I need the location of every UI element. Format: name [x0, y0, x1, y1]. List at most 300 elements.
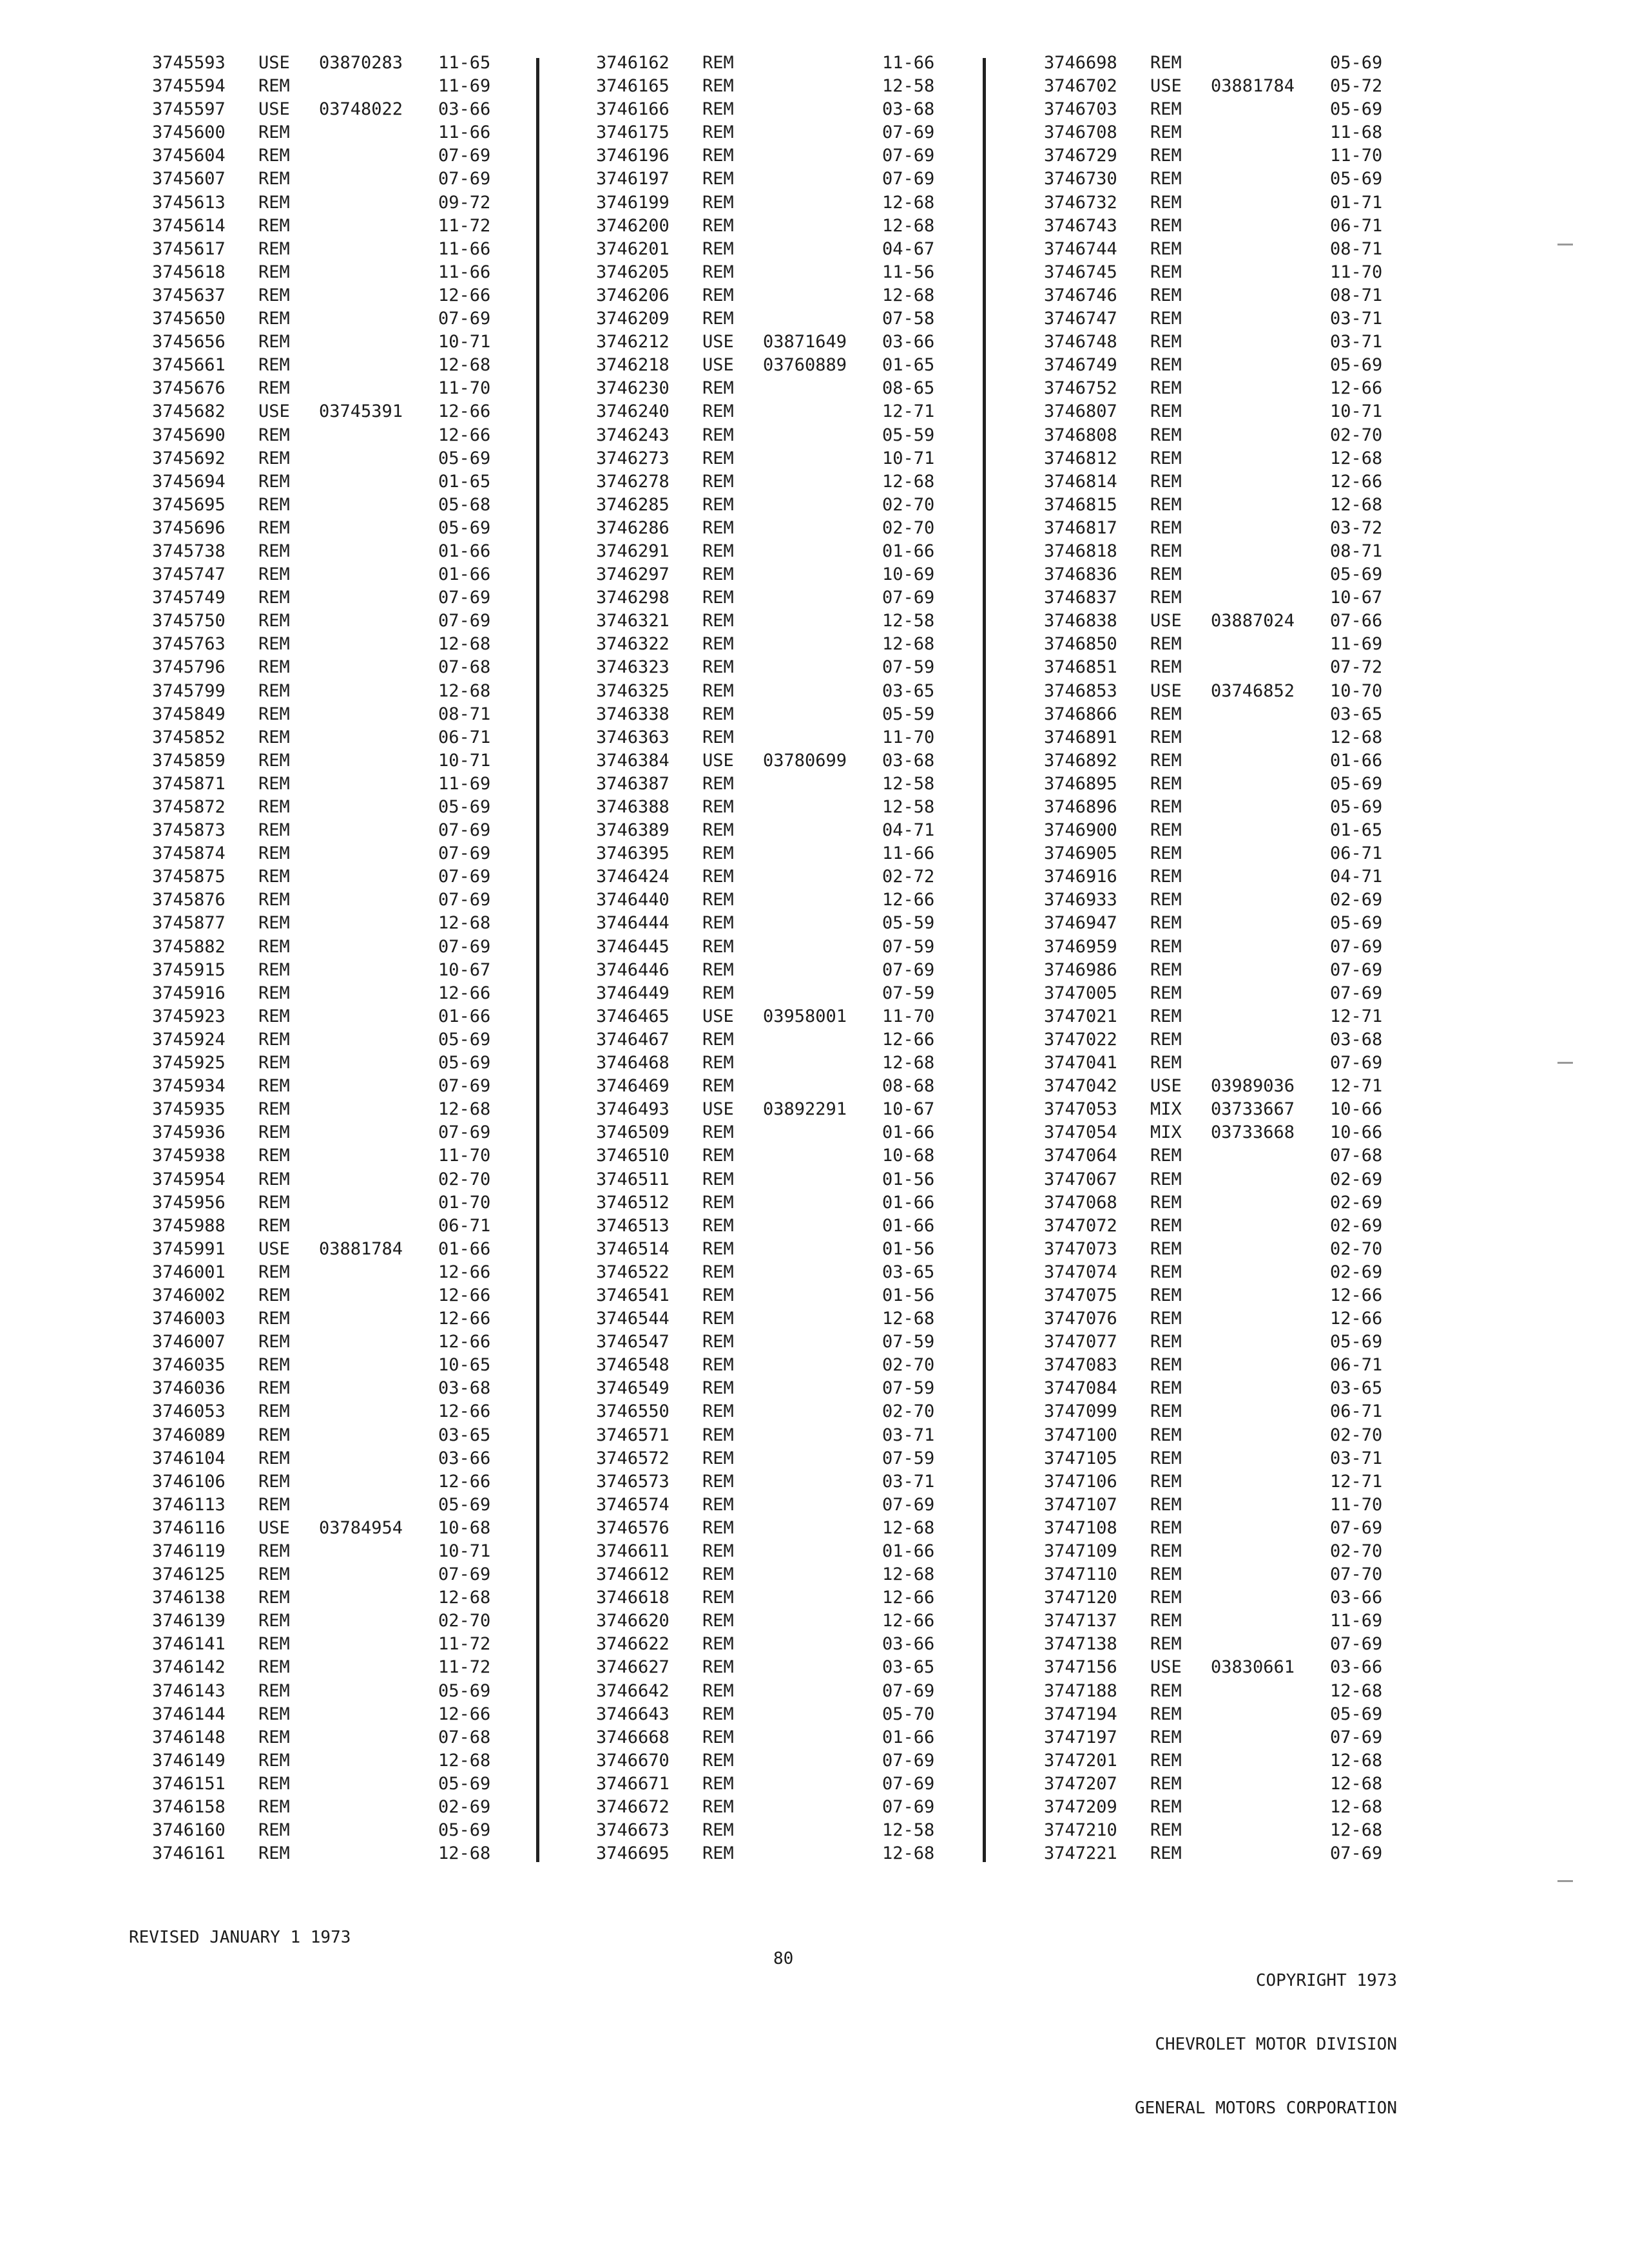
replacement-part: 03784954: [319, 1517, 403, 1538]
action-code: REM: [1150, 1588, 1182, 1608]
action-code: REM: [702, 680, 734, 701]
part-number: 3747209: [1044, 1797, 1117, 1818]
part-number: 3746627: [596, 1657, 670, 1678]
part-number: 3746322: [596, 634, 670, 655]
part-number: 3745650: [152, 309, 226, 329]
part-number: 3746611: [596, 1541, 670, 1561]
effective-date: 07-69: [438, 936, 491, 957]
part-number: 3746548: [596, 1355, 670, 1376]
action-code: REM: [702, 1378, 734, 1399]
effective-date: 11-70: [1330, 146, 1383, 166]
effective-date: 05-69: [438, 1820, 491, 1841]
action-code: REM: [702, 983, 734, 1003]
part-number: 3746986: [1044, 959, 1117, 980]
action-code: REM: [702, 867, 734, 887]
action-code: REM: [702, 1541, 734, 1561]
effective-date: 12-68: [438, 1588, 491, 1608]
action-code: REM: [258, 285, 290, 305]
part-number: 3746161: [152, 1843, 226, 1864]
action-code: REM: [702, 1238, 734, 1259]
part-number: 3746165: [596, 76, 670, 97]
action-code: REM: [1150, 285, 1182, 305]
part-number: 3746467: [596, 1029, 670, 1050]
effective-date: 12-66: [882, 1588, 935, 1608]
effective-date: 08-71: [1330, 541, 1383, 561]
action-code: REM: [1150, 843, 1182, 864]
action-code: REM: [702, 1401, 734, 1422]
action-code: REM: [258, 1634, 290, 1655]
action-code: USE: [1150, 76, 1182, 97]
part-number: 3746113: [152, 1494, 226, 1515]
action-code: REM: [702, 262, 734, 282]
action-code: REM: [1150, 867, 1182, 887]
effective-date: 12-68: [882, 1843, 935, 1864]
effective-date: 11-70: [438, 1146, 491, 1166]
action-code: REM: [1150, 192, 1182, 213]
part-number: 3746744: [1044, 238, 1117, 259]
action-code: REM: [1150, 704, 1182, 724]
action-code: REM: [258, 215, 290, 236]
effective-date: 03-65: [882, 680, 935, 701]
part-number: 3746745: [1044, 262, 1117, 282]
effective-date: 11-72: [438, 215, 491, 236]
effective-date: 01-66: [882, 1122, 935, 1143]
action-code: REM: [702, 1262, 734, 1282]
action-code: USE: [702, 1006, 734, 1026]
effective-date: 02-70: [438, 1169, 491, 1189]
action-code: REM: [258, 1750, 290, 1771]
action-code: REM: [258, 448, 290, 468]
action-code: REM: [1150, 1797, 1182, 1818]
effective-date: 01-66: [438, 564, 491, 585]
effective-date: 07-69: [1330, 936, 1383, 957]
action-code: REM: [258, 867, 290, 887]
part-number: 3747137: [1044, 1611, 1117, 1631]
effective-date: 12-66: [1330, 1285, 1383, 1305]
action-code: REM: [1150, 1820, 1182, 1841]
effective-date: 05-69: [1330, 1704, 1383, 1724]
action-code: USE: [702, 1099, 734, 1120]
copyright-line: GENERAL MOTORS CORPORATION: [1135, 2099, 1397, 2118]
effective-date: 12-68: [438, 913, 491, 934]
part-number: 3746175: [596, 122, 670, 143]
effective-date: 07-59: [882, 983, 935, 1003]
effective-date: 05-69: [438, 448, 491, 468]
edge-mark: [1557, 1880, 1573, 1882]
part-number: 3746905: [1044, 843, 1117, 864]
part-number: 3746850: [1044, 634, 1117, 655]
action-code: REM: [1150, 1494, 1182, 1515]
action-code: REM: [702, 704, 734, 724]
effective-date: 12-68: [882, 1309, 935, 1329]
effective-date: 12-66: [438, 1704, 491, 1724]
effective-date: 03-71: [1330, 332, 1383, 352]
part-number: 3746743: [1044, 215, 1117, 236]
action-code: USE: [1150, 680, 1182, 701]
part-number: 3746748: [1044, 332, 1117, 352]
effective-date: 01-70: [438, 1192, 491, 1213]
replacement-part: 03746852: [1211, 680, 1295, 701]
effective-date: 10-67: [882, 1099, 935, 1120]
part-number: 3746729: [1044, 146, 1117, 166]
part-number: 3746286: [596, 517, 670, 538]
part-number: 3746576: [596, 1517, 670, 1538]
action-code: REM: [1150, 983, 1182, 1003]
effective-date: 01-65: [438, 471, 491, 492]
effective-date: 03-68: [882, 99, 935, 120]
effective-date: 07-69: [438, 146, 491, 166]
part-number: 3747073: [1044, 1238, 1117, 1259]
action-code: REM: [1150, 1517, 1182, 1538]
action-code: REM: [258, 1192, 290, 1213]
effective-date: 03-71: [882, 1471, 935, 1492]
action-code: REM: [258, 192, 290, 213]
effective-date: 07-69: [882, 959, 935, 980]
action-code: REM: [1150, 1704, 1182, 1724]
part-number: 3746469: [596, 1076, 670, 1097]
action-code: REM: [258, 309, 290, 329]
action-code: REM: [258, 1332, 290, 1352]
part-number: 3746671: [596, 1773, 670, 1794]
part-number: 3746509: [596, 1122, 670, 1143]
part-number: 3746544: [596, 1309, 670, 1329]
replacement-part: 03958001: [763, 1006, 847, 1026]
action-code: REM: [258, 146, 290, 166]
effective-date: 03-65: [438, 1425, 491, 1445]
effective-date: 03-65: [1330, 704, 1383, 724]
effective-date: 07-59: [882, 1448, 935, 1468]
action-code: REM: [258, 564, 290, 585]
action-code: REM: [258, 727, 290, 747]
action-code: MIX: [1150, 1122, 1182, 1143]
action-code: REM: [702, 797, 734, 817]
effective-date: 05-69: [1330, 169, 1383, 189]
part-number: 3746465: [596, 1006, 670, 1026]
action-code: REM: [258, 704, 290, 724]
part-number: 3746851: [1044, 657, 1117, 678]
effective-date: 07-69: [438, 611, 491, 631]
part-number: 3747074: [1044, 1262, 1117, 1282]
effective-date: 11-66: [882, 843, 935, 864]
action-code: REM: [702, 564, 734, 585]
action-code: REM: [258, 1541, 290, 1561]
effective-date: 07-59: [882, 657, 935, 678]
effective-date: 10-71: [882, 448, 935, 468]
effective-date: 03-68: [1330, 1029, 1383, 1050]
effective-date: 10-71: [438, 750, 491, 771]
action-code: REM: [258, 1680, 290, 1701]
action-code: REM: [1150, 262, 1182, 282]
part-number: 3745936: [152, 1122, 226, 1143]
effective-date: 07-69: [882, 122, 935, 143]
replacement-part: 03733668: [1211, 1122, 1295, 1143]
effective-date: 05-69: [438, 1029, 491, 1050]
effective-date: 12-66: [1330, 471, 1383, 492]
part-number: 3746158: [152, 1797, 226, 1818]
part-number: 3745871: [152, 773, 226, 794]
effective-date: 05-69: [438, 1494, 491, 1515]
action-code: REM: [258, 1076, 290, 1097]
action-code: REM: [702, 517, 734, 538]
action-code: REM: [1150, 215, 1182, 236]
action-code: REM: [1150, 1773, 1182, 1794]
action-code: REM: [1150, 1309, 1182, 1329]
effective-date: 11-70: [882, 727, 935, 747]
effective-date: 01-65: [882, 355, 935, 376]
part-number: 3745682: [152, 401, 226, 422]
part-number: 3747197: [1044, 1727, 1117, 1747]
effective-date: 04-67: [882, 238, 935, 259]
action-code: REM: [258, 1029, 290, 1050]
action-code: REM: [702, 76, 734, 97]
action-code: REM: [258, 983, 290, 1003]
part-number: 3745988: [152, 1215, 226, 1236]
effective-date: 12-66: [438, 401, 491, 422]
edge-mark: [1557, 244, 1573, 245]
action-code: REM: [1150, 936, 1182, 957]
part-number: 3747099: [1044, 1401, 1117, 1422]
action-code: USE: [258, 1238, 290, 1259]
part-number: 3747138: [1044, 1634, 1117, 1655]
part-number: 3746197: [596, 169, 670, 189]
part-number: 3747083: [1044, 1355, 1117, 1376]
effective-date: 07-69: [882, 1797, 935, 1818]
part-number: 3746338: [596, 704, 670, 724]
action-code: REM: [258, 1425, 290, 1445]
part-number: 3746205: [596, 262, 670, 282]
effective-date: 07-69: [438, 588, 491, 608]
part-number: 3746139: [152, 1611, 226, 1631]
part-number: 3746947: [1044, 913, 1117, 934]
part-number: 3746387: [596, 773, 670, 794]
effective-date: 05-69: [1330, 564, 1383, 585]
effective-date: 05-72: [1330, 76, 1383, 97]
effective-date: 02-70: [882, 1355, 935, 1376]
effective-date: 07-69: [438, 1564, 491, 1585]
part-number: 3746708: [1044, 122, 1117, 143]
replacement-part: 03780699: [763, 750, 847, 771]
part-number: 3746200: [596, 215, 670, 236]
effective-date: 11-66: [882, 53, 935, 73]
effective-date: 12-68: [1330, 727, 1383, 747]
part-number: 3746571: [596, 1425, 670, 1445]
part-number: 3746817: [1044, 517, 1117, 538]
effective-date: 02-69: [1330, 1169, 1383, 1189]
effective-date: 11-70: [882, 1006, 935, 1026]
action-code: REM: [1150, 1634, 1182, 1655]
effective-date: 07-69: [1330, 983, 1383, 1003]
action-code: USE: [1150, 1076, 1182, 1097]
effective-date: 12-68: [882, 1053, 935, 1073]
effective-date: 06-71: [1330, 1401, 1383, 1422]
action-code: REM: [258, 1401, 290, 1422]
effective-date: 05-59: [882, 425, 935, 445]
effective-date: 07-69: [438, 169, 491, 189]
action-code: REM: [1150, 1750, 1182, 1771]
action-code: REM: [702, 1843, 734, 1864]
action-code: REM: [258, 588, 290, 608]
action-code: REM: [258, 541, 290, 561]
part-number: 3746514: [596, 1238, 670, 1259]
part-number: 3745859: [152, 750, 226, 771]
effective-date: 07-72: [1330, 657, 1383, 678]
part-number: 3746053: [152, 1401, 226, 1422]
action-code: REM: [702, 1053, 734, 1073]
effective-date: 02-69: [1330, 1215, 1383, 1236]
effective-date: 01-66: [882, 1727, 935, 1747]
part-number: 3746104: [152, 1448, 226, 1468]
action-code: REM: [1150, 1029, 1182, 1050]
effective-date: 07-70: [1330, 1564, 1383, 1585]
effective-date: 03-66: [438, 99, 491, 120]
part-number: 3747210: [1044, 1820, 1117, 1841]
replacement-part: 03887024: [1211, 611, 1295, 631]
part-number: 3745938: [152, 1146, 226, 1166]
part-number: 3746151: [152, 1773, 226, 1794]
part-number: 3746001: [152, 1262, 226, 1282]
effective-date: 05-69: [1330, 53, 1383, 73]
effective-date: 10-71: [438, 1541, 491, 1561]
action-code: REM: [1150, 1169, 1182, 1189]
action-code: REM: [258, 936, 290, 957]
action-code: REM: [1150, 564, 1182, 585]
action-code: REM: [1150, 238, 1182, 259]
part-number: 3745676: [152, 378, 226, 399]
effective-date: 05-69: [1330, 1332, 1383, 1352]
part-number: 3745749: [152, 588, 226, 608]
effective-date: 03-66: [882, 332, 935, 352]
part-number: 3746125: [152, 1564, 226, 1585]
action-code: REM: [1150, 1378, 1182, 1399]
part-number: 3746148: [152, 1727, 226, 1747]
effective-date: 01-56: [882, 1238, 935, 1259]
part-number: 3745738: [152, 541, 226, 561]
part-number: 3745799: [152, 680, 226, 701]
action-code: REM: [702, 1517, 734, 1538]
action-code: REM: [258, 750, 290, 771]
part-number: 3746807: [1044, 401, 1117, 422]
action-code: REM: [1150, 425, 1182, 445]
action-code: REM: [258, 1471, 290, 1492]
action-code: REM: [702, 401, 734, 422]
effective-date: 12-58: [882, 76, 935, 97]
effective-date: 03-71: [1330, 1448, 1383, 1468]
part-number: 3746468: [596, 1053, 670, 1073]
part-number: 3746549: [596, 1378, 670, 1399]
part-number: 3745876: [152, 890, 226, 910]
part-number: 3746668: [596, 1727, 670, 1747]
action-code: REM: [702, 773, 734, 794]
action-code: USE: [258, 1517, 290, 1538]
effective-date: 12-71: [1330, 1006, 1383, 1026]
action-code: REM: [702, 146, 734, 166]
part-number: 3746695: [596, 1843, 670, 1864]
effective-date: 05-69: [1330, 913, 1383, 934]
effective-date: 01-66: [438, 1238, 491, 1259]
effective-date: 07-69: [882, 146, 935, 166]
part-number: 3747042: [1044, 1076, 1117, 1097]
part-number: 3747194: [1044, 1704, 1117, 1724]
part-number: 3746622: [596, 1634, 670, 1655]
part-number: 3746149: [152, 1750, 226, 1771]
action-code: REM: [1150, 1285, 1182, 1305]
part-number: 3746510: [596, 1146, 670, 1166]
effective-date: 07-68: [1330, 1146, 1383, 1166]
action-code: REM: [258, 1448, 290, 1468]
effective-date: 03-65: [1330, 1378, 1383, 1399]
action-code: REM: [1150, 1611, 1182, 1631]
part-number: 3747110: [1044, 1564, 1117, 1585]
part-number: 3746493: [596, 1099, 670, 1120]
action-code: REM: [1150, 332, 1182, 352]
effective-date: 02-70: [882, 1401, 935, 1422]
replacement-part: 03733667: [1211, 1099, 1295, 1120]
action-code: REM: [1150, 1215, 1182, 1236]
action-code: REM: [258, 1657, 290, 1678]
part-number: 3745750: [152, 611, 226, 631]
part-number: 3746618: [596, 1588, 670, 1608]
part-number: 3746384: [596, 750, 670, 771]
effective-date: 01-65: [1330, 820, 1383, 841]
effective-date: 02-69: [1330, 1262, 1383, 1282]
part-number: 3746199: [596, 192, 670, 213]
effective-date: 05-69: [1330, 99, 1383, 120]
effective-date: 02-72: [882, 867, 935, 887]
part-number: 3747077: [1044, 1332, 1117, 1352]
effective-date: 11-70: [1330, 1494, 1383, 1515]
part-number: 3746612: [596, 1564, 670, 1585]
part-number: 3746698: [1044, 53, 1117, 73]
action-code: REM: [1150, 1541, 1182, 1561]
action-code: REM: [1150, 750, 1182, 771]
action-code: REM: [702, 238, 734, 259]
effective-date: 12-68: [438, 355, 491, 376]
part-number: 3746513: [596, 1215, 670, 1236]
effective-date: 07-69: [438, 1076, 491, 1097]
part-number: 3747076: [1044, 1309, 1117, 1329]
part-number: 3745916: [152, 983, 226, 1003]
action-code: REM: [702, 1611, 734, 1631]
copyright-block: [1135, 1928, 1397, 2140]
part-number: 3746201: [596, 238, 670, 259]
action-code: REM: [258, 494, 290, 515]
action-code: REM: [1150, 1401, 1182, 1422]
effective-date: 12-68: [1330, 494, 1383, 515]
part-number: 3745923: [152, 1006, 226, 1026]
action-code: REM: [702, 53, 734, 73]
action-code: REM: [1150, 355, 1182, 376]
part-number: 3746445: [596, 936, 670, 957]
column-divider-1: [536, 58, 539, 1862]
action-code: REM: [1150, 1262, 1182, 1282]
part-number: 3745875: [152, 867, 226, 887]
part-number: 3747106: [1044, 1471, 1117, 1492]
part-number: 3746512: [596, 1192, 670, 1213]
effective-date: 12-71: [1330, 1076, 1383, 1097]
revised-date: REVISED JANUARY 1 1973: [129, 1928, 351, 1947]
effective-date: 09-72: [438, 192, 491, 213]
action-code: REM: [702, 1750, 734, 1771]
action-code: REM: [258, 169, 290, 189]
action-code: REM: [1150, 773, 1182, 794]
part-number: 3746160: [152, 1820, 226, 1841]
part-number: 3745915: [152, 959, 226, 980]
effective-date: 07-69: [882, 588, 935, 608]
part-number: 3746162: [596, 53, 670, 73]
action-code: REM: [702, 1657, 734, 1678]
part-number: 3746752: [1044, 378, 1117, 399]
effective-date: 07-69: [1330, 1517, 1383, 1538]
